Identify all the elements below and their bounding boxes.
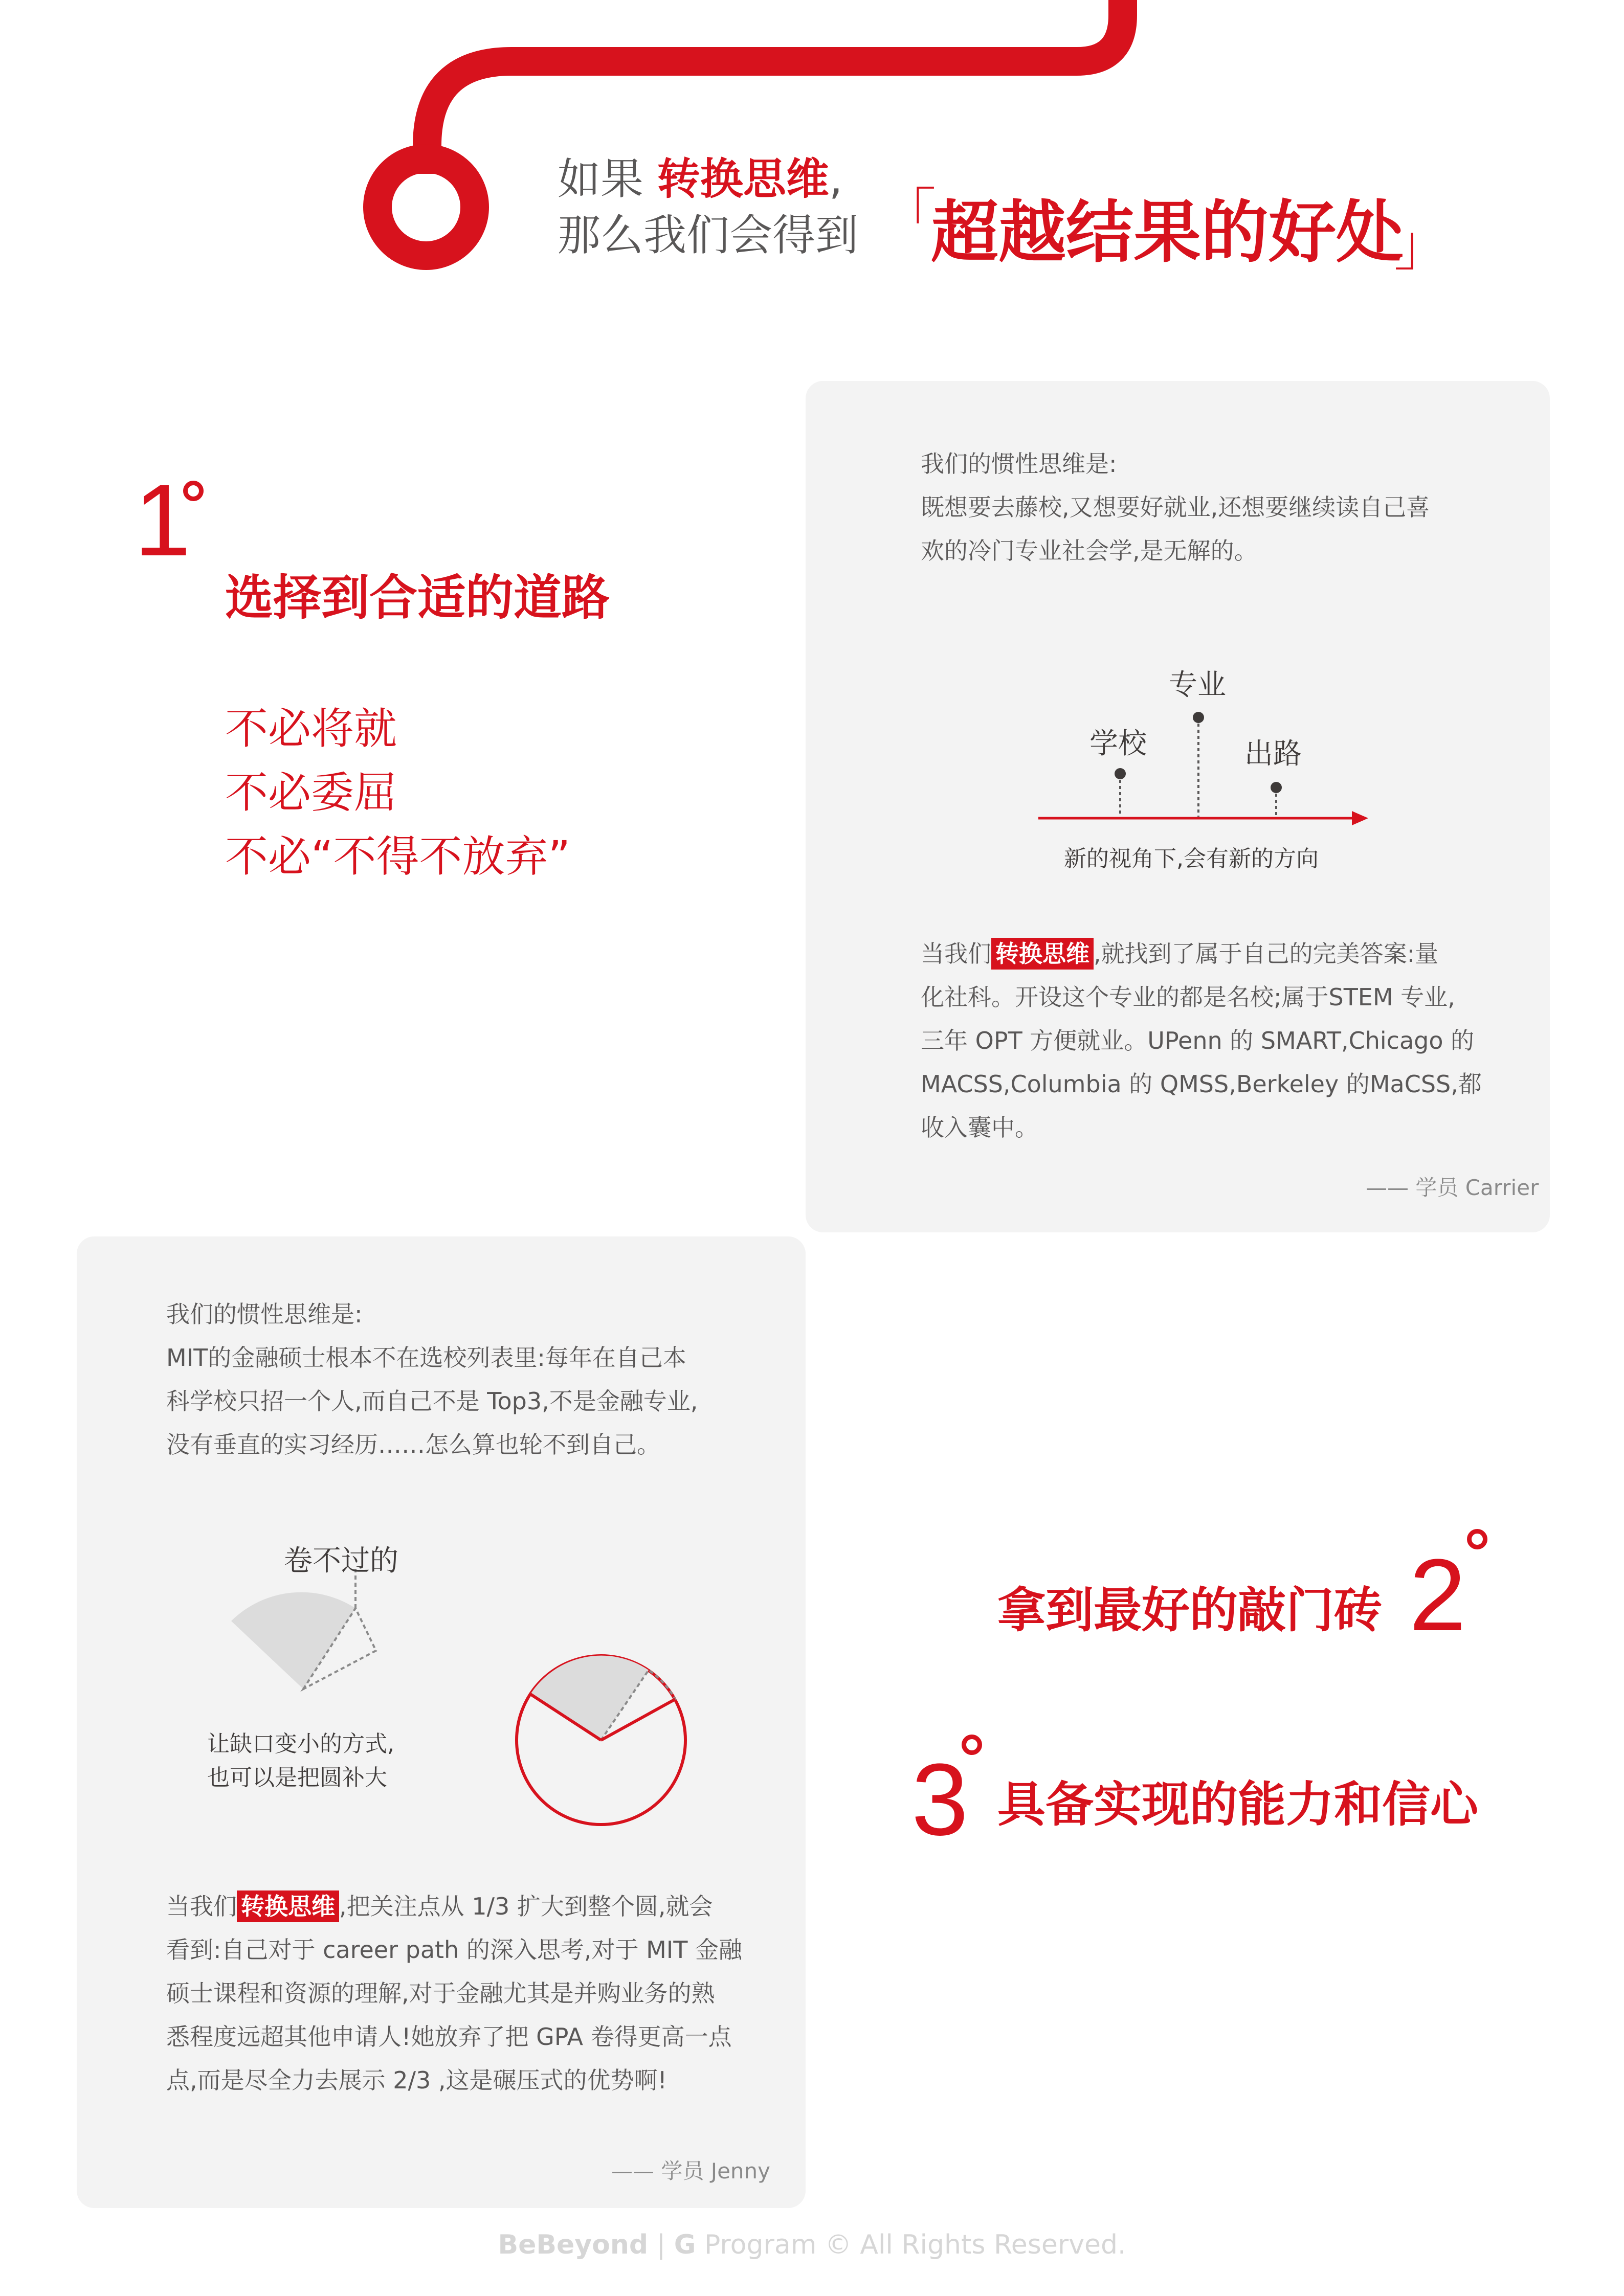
card1-body: 当我们 转换思维 ,就找到了属于自己的完美答案:量 化社科。开设这个专业的都是名校;属于STEM 专业, 三年 OPT 方便就业。UPenn 的 SMART,Chicago 的 MACSS,Columbia 的 QMSS,Berkeley 的MaCSS,都 收入囊中。 [921, 932, 1524, 1150]
diagram-top-label: 卷不过的 [284, 1544, 398, 1578]
circle-diagram [77, 1236, 806, 1876]
testimonial-card-carrier [806, 381, 1550, 1232]
diagram-label-school: 学校 [1089, 727, 1147, 760]
section1-bullet: 不必“不得不放弃” [225, 831, 571, 882]
diagram-caption: 让缺口变小的方式, 也可以是把圆补大 [207, 1731, 394, 1791]
card1-intro: 我们的惯性思维是: 既想要去藤校,又想要好就业,还想要继续读自己喜 欢的冷门专业社会学,是无解的。 [921, 450, 1430, 565]
signature: —— 学员 Jenny [611, 2158, 771, 2184]
section1-number: 1 [134, 463, 188, 577]
section1-bullet: 不必委屈 [225, 768, 397, 818]
diagram-label-career: 出路 [1244, 737, 1302, 771]
bracket-close: 」 [1394, 213, 1450, 278]
section2-title: 拿到最好的敲门砖 [997, 1583, 1383, 1638]
headline-highlight: 转换思维 [657, 154, 829, 204]
diagram-caption: 新的视角下,会有新的方向 [1064, 846, 1319, 872]
highlight-chip: 转换思维 [991, 938, 1094, 970]
degree-icon [962, 1735, 982, 1755]
section1-bullet: 不必将就 [225, 704, 397, 754]
degree-icon [183, 481, 204, 501]
section3-number: 3 [911, 1743, 966, 1857]
headline-line1: 如果 转换思维, [558, 154, 843, 204]
card2-intro: 我们的惯性思维是: MIT的金融硕士根本不在选校列表里:每年在自己本 科学校只招一个人,而自己不是 Top3,不是金融专业, 没有垂直的实习经历……怎么算也轮不到自己。 [166, 1300, 698, 1458]
degree-icon [1467, 1529, 1487, 1549]
bracket-open: 「 [880, 182, 936, 247]
card2-body: 当我们 转换思维 ,把关注点从 1/3 扩大到整个圆,就会 看到:自己对于 career path 的深入思考,对于 MIT 金融 硕士课程和资源的理解,对于金融尤其是并购业务的熟 悉程度远超其他申请人!她放弃了把 GPA 卷得更高一点 点,而是尽全力去展示 2/3 ,这是碾压式的优势啊! [166, 1885, 780, 2102]
headline-big-highlight: 超越结果的好处 [931, 193, 1404, 272]
footer: BeBeyond | G Program © All Rights Reserved. [498, 2230, 1126, 2260]
highlight-chip: 转换思维 [237, 1890, 339, 1922]
section3-title: 具备实现的能力和信心 [997, 1777, 1479, 1833]
signature: —— 学员 Carrier [1366, 1175, 1539, 1200]
diagram-label-major: 专业 [1169, 668, 1226, 702]
testimonial-card-jenny [77, 1236, 806, 2208]
section2-number: 2 [1409, 1538, 1463, 1652]
headline-line2: 那么我们会得到 [558, 210, 859, 260]
section1-title: 选择到合适的道路 [225, 570, 610, 626]
